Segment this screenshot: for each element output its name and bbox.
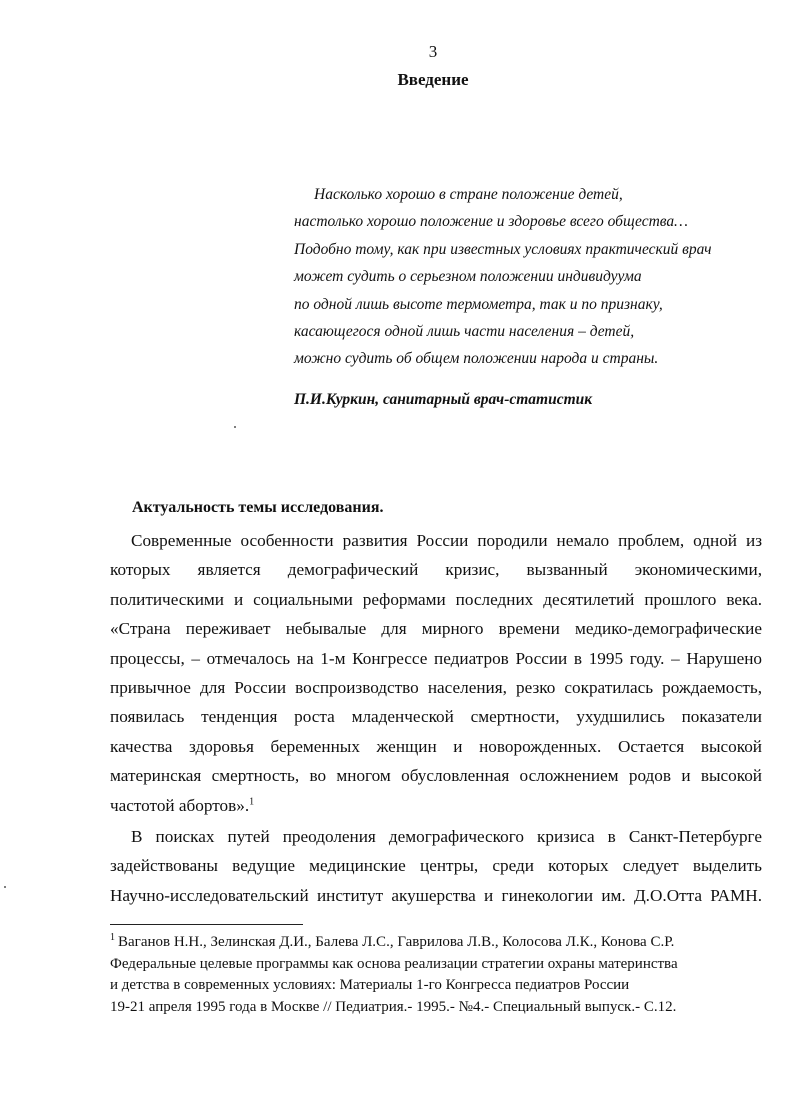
paragraph-line: появилась тенденция роста младенческой смертности, ухудшились показатели [110,707,762,727]
epigraph-line: настолько хорошо положение и здоровье всего общества… [294,213,688,231]
footnote-line: Федеральные целевые программы как основа реализации стратегии охраны материнства [110,955,678,972]
footnote-line: 19-21 апреля 1995 года в Москве // Педиатрия.- 1995.- №4.- Специальный выпуск.- С.12. [110,998,677,1015]
epigraph-line: по одной лишь высоте термометра, так и по признаку, [294,295,663,313]
footnote-line: и детства в современных условиях: Материалы 1-го Конгресса педиатров России [110,977,630,993]
paragraph-line: процессы, – отмечалось на 1-м Конгрессе педиатров России в 1995 году. – Нарушено [110,648,762,668]
epigraph-line: касающегося одной лишь части населения – детей, [294,323,635,341]
paragraph-line: задействованы ведущие медицинские центры, среди которых следует выделить [110,856,762,876]
footnote [110,932,770,1018]
section-heading: Актуальность темы исследования. [132,499,384,516]
paragraph-line: материнская смертность, во многом обусловленная осложнением родов и высокой [110,766,762,786]
epigraph-line: может судить о серьезном положении индивидуума [294,268,642,286]
paragraph-line: Научно-исследовательский институт акушерства и гинекологии им. Д.О.Отта РАМН. [110,885,762,905]
paragraph-line: которых является демографический кризис, вызванный экономическими, [110,560,762,580]
paragraph-line: привычное для России воспроизводство населения, резко сократилась рождаемость, [110,677,762,697]
epigraph-line: можно судить об общем положении народа и страны. [294,350,659,368]
paragraph-2 [110,822,762,910]
epigraph-author: П.И.Куркин, санитарный врач-статистик [294,391,593,408]
paragraph-last-line [110,791,762,820]
scan-speck [234,426,236,428]
footnote-mark: 1 [110,932,115,943]
page-title: Введение [397,70,469,89]
footnote-line [110,932,770,954]
page-number: 3 [428,42,438,61]
paragraph-line: В поисках путей преодоления демографического кризиса в Санкт-Петербурге [131,827,762,846]
paragraph-line: качества здоровья беременных женщин и новорожденных. Остается высокой [110,736,762,756]
epigraph-line: Подобно тому, как при известных условиях практический врач [294,240,712,258]
scan-speck [4,886,6,888]
footnote-reference[interactable]: 1 [249,795,255,807]
paragraph-line: Современные особенности развития России породили немало проблем, одной из [131,531,762,550]
footnote-divider [110,924,303,925]
paragraph-line: политическими и социальными реформами последних десятилетий прошлого века. [110,589,762,609]
footnote-line-text: Ваганов Н.Н., Зелинская Д.И., Балева Л.С., Гаврилова Л.В., Колосова Л.К., Конова С.Р. [118,934,675,950]
paragraph-line: «Страна переживает небывалые для мирного времени медико-демографические [110,619,762,639]
paragraph-1 [110,526,762,820]
paragraph-line-text: частотой абортов». [110,795,250,815]
epigraph [294,181,774,373]
epigraph-line: Насколько хорошо в стране положение детей, [314,186,623,203]
